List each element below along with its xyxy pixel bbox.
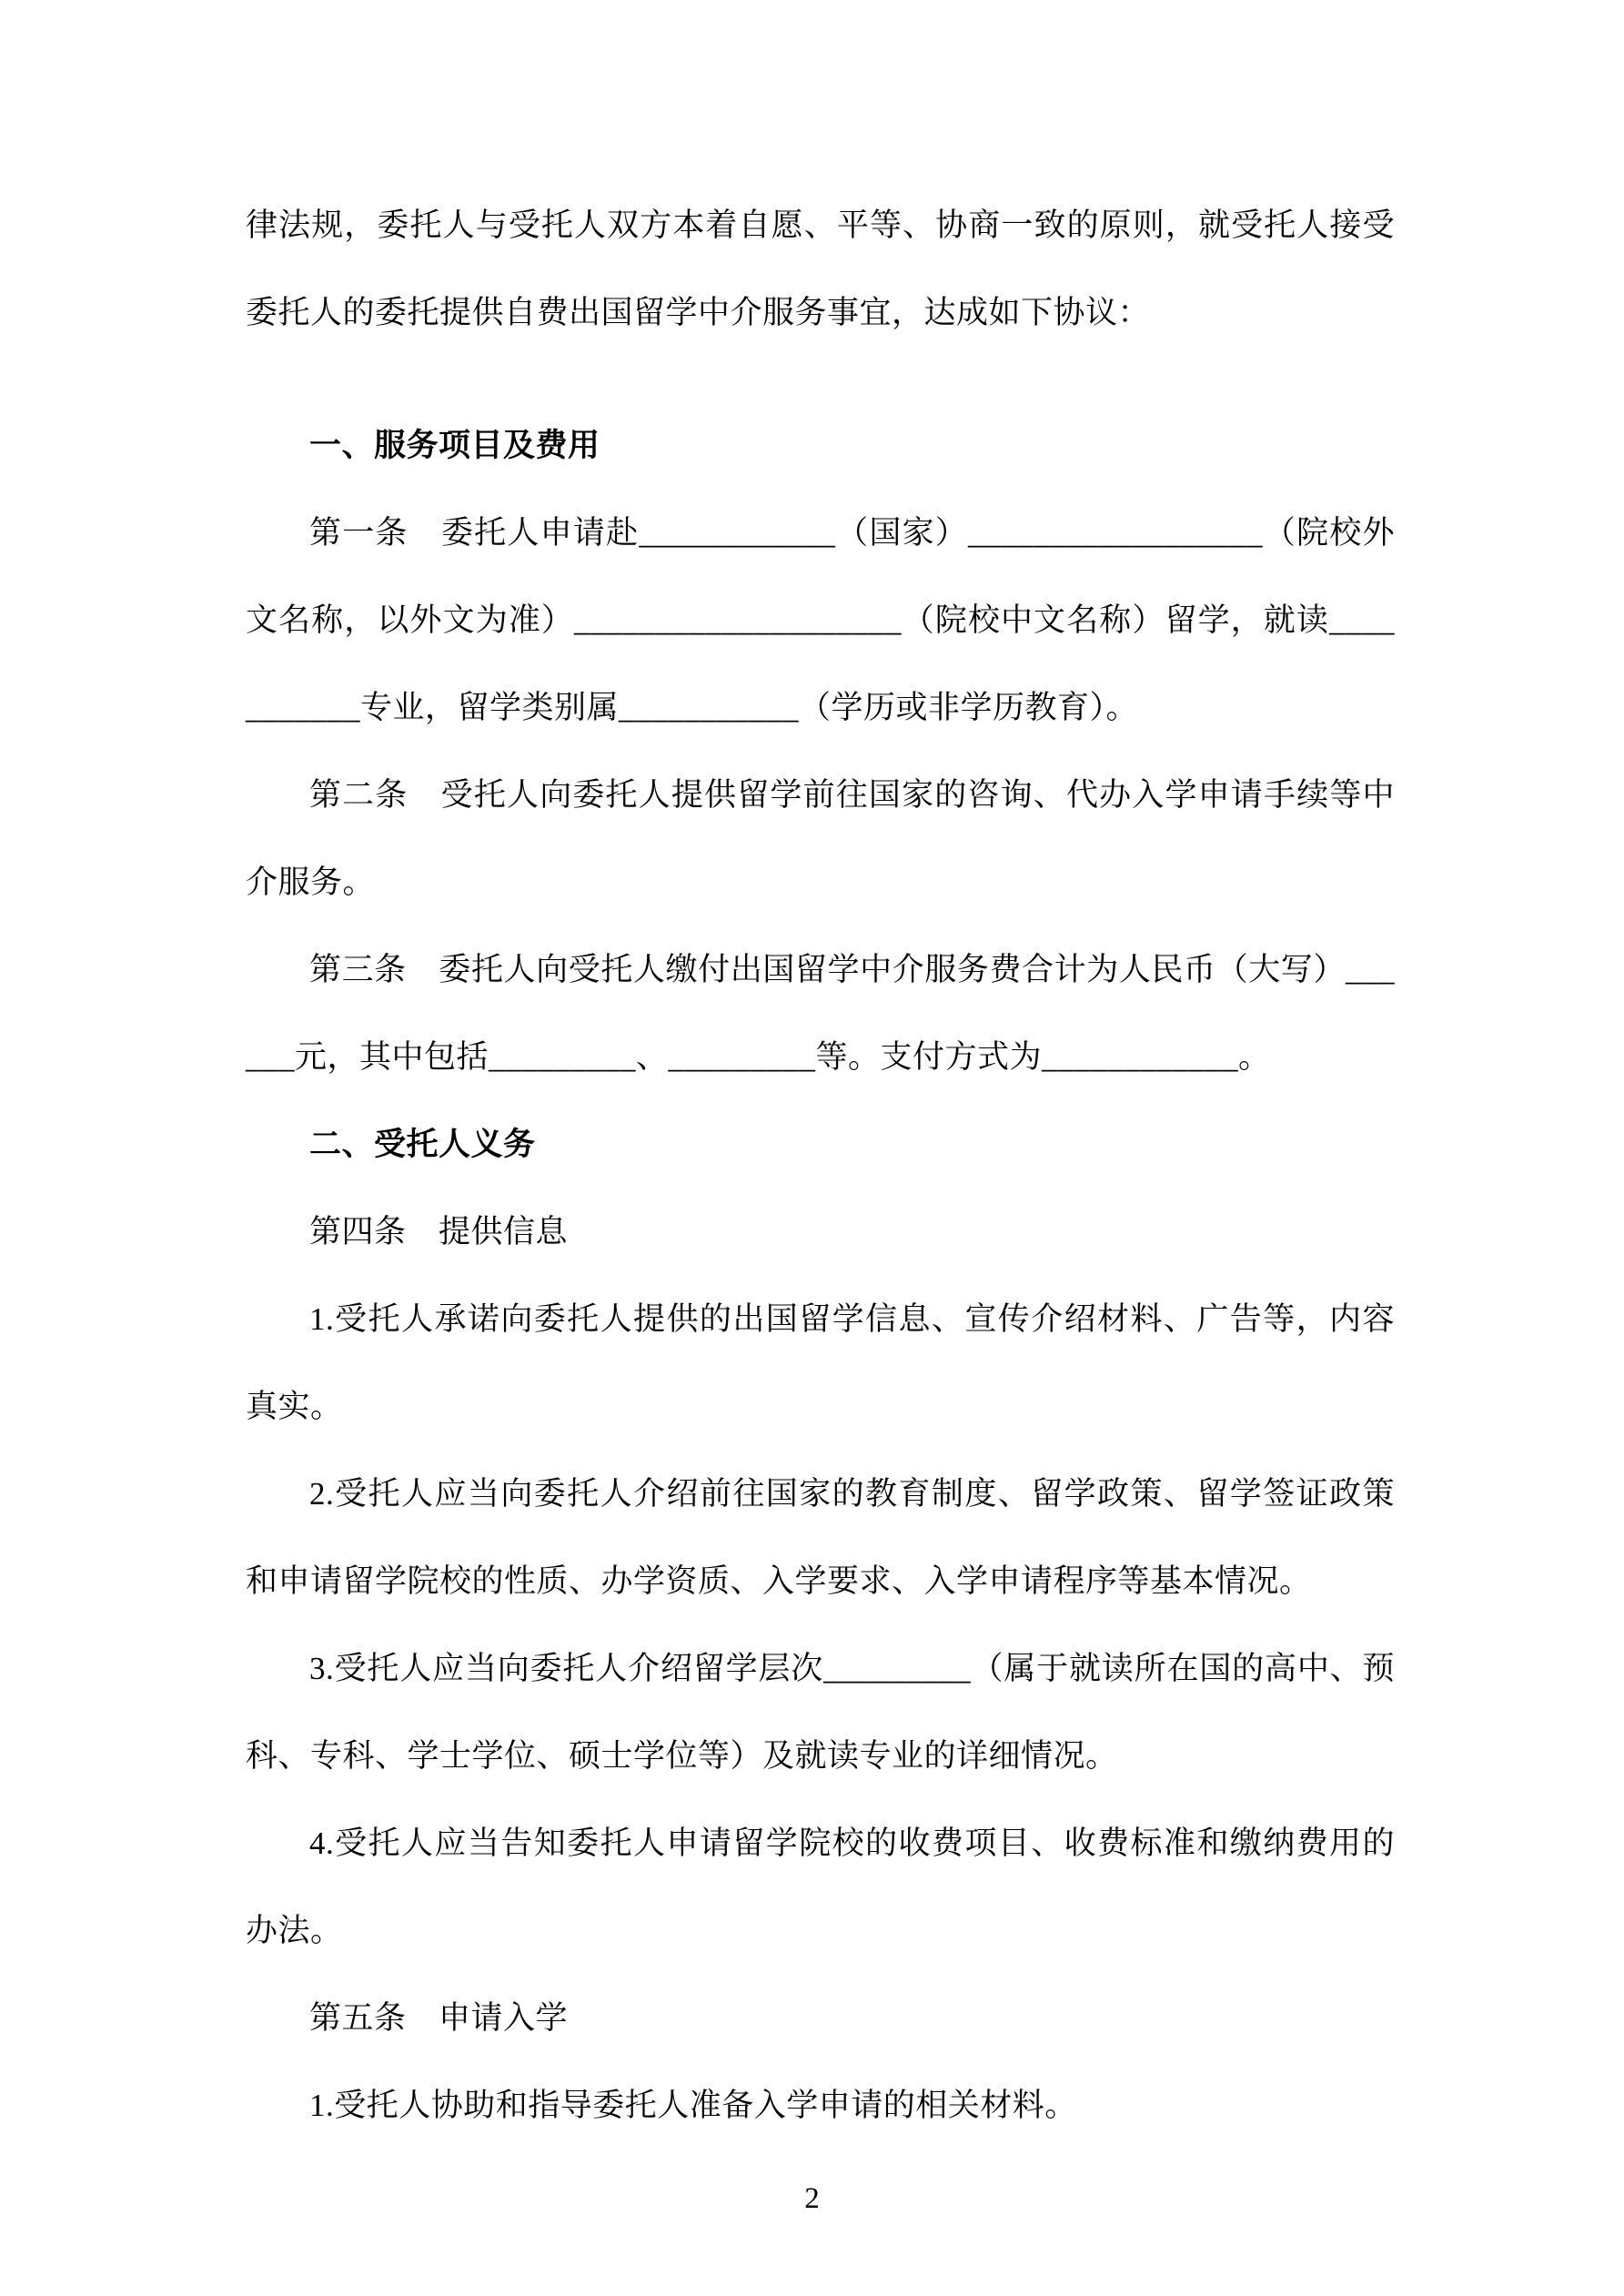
clause-4-item-3: 3.受托人应当向委托人介绍留学层次_________（属于就读所在国的高中、预科、专科、学士学位、硕士学位等）及就读专业的详细情况。 [246,1651,1395,1774]
clause-2: 第二条 受托人向委托人提供留学前往国家的咨询、代办入学申请手续等中介服务。 [246,777,1395,900]
continuation-paragraph: 律法规，委托人与受托人双方本着自愿、平等、协商一致的原则，就受托人接受委托人的委托提供自费出国留学中介服务事宜，达成如下协议： [246,207,1395,330]
clause-1: 第一条 委托人申请赴____________（国家）__________________（院校外文名称，以外文为准）____________________（院校中文名称）留学，就读___________专业，留学类别属___________（学历或非学历教育）。 [246,515,1395,725]
section-1-heading: 一、服务项目及费用 [309,428,600,463]
section-2-heading: 二、受托人义务 [309,1127,536,1162]
clause-4-item-4: 4.受托人应当告知委托人申请留学院校的收费项目、收费标准和缴纳费用的办法。 [246,1826,1395,1948]
clause-3: 第三条 委托人向受托人缴付出国留学中介服务费合计为人民币（大写）______元，其中包括_________、_________等。支付方式为____________。 [246,952,1395,1075]
page-number: 2 [804,2182,820,2215]
clause-4-item-2: 2.受托人应当向委托人介绍前往国家的教育制度、留学政策、留学签证政策和申请留学院校的性质、办学资质、入学要求、入学申请程序等基本情况。 [246,1476,1395,1599]
clause-4-item-1: 1.受托人承诺向委托人提供的出国留学信息、宣传介绍材料、广告等，内容真实。 [246,1301,1395,1424]
clause-5-heading: 第五条 申请入学 [309,2000,569,2036]
clause-4-heading: 第四条 提供信息 [309,1214,569,1249]
clause-5-item-1: 1.受托人协助和指导委托人准备入学申请的相关材料。 [309,2088,1077,2123]
